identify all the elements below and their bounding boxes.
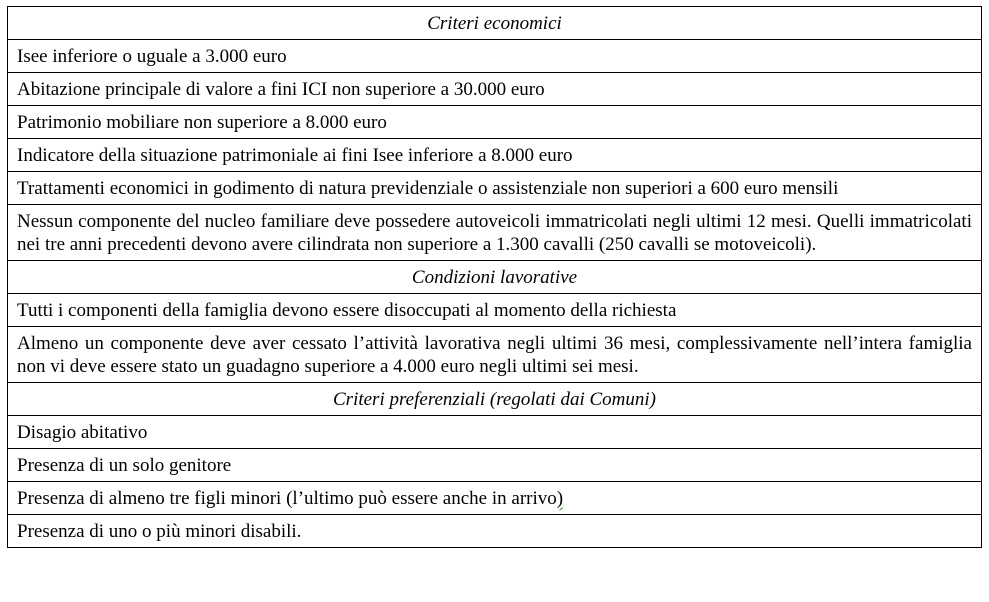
table-row	[8, 139, 982, 172]
table-row	[8, 416, 982, 449]
section-heading-preferential: Criteri preferenziali (regolati dai Comuni)	[8, 383, 982, 416]
table-row	[8, 40, 982, 73]
table-row	[8, 294, 982, 327]
criterion-tre-figli-text: Presenza di almeno tre figli minori (l’ultimo può essere anche in arrivo	[17, 488, 557, 509]
table-row	[8, 515, 982, 548]
criterion-minori-disabili: Presenza di uno o più minori disabili.	[8, 515, 982, 548]
criterion-solo-genitore: Presenza di un solo genitore	[8, 449, 982, 482]
section-heading-work: Condizioni lavorative	[8, 261, 982, 294]
table-row	[8, 73, 982, 106]
criterion-tre-figli	[8, 482, 982, 515]
criterion-disagio-abitativo: Disagio abitativo	[8, 416, 982, 449]
section-heading-economic: Criteri economici	[8, 7, 982, 40]
criterion-autoveicoli: Nessun componente del nucleo familiare deve possedere autoveicoli immatricolati negli ultimi 12 mesi. Quelli immatricolati nei tre anni precedenti devono avere cilindrata non superiore a 1.300 cavalli (250 cavalli se motoveicoli).	[8, 205, 982, 261]
criterion-isee: Isee inferiore o uguale a 3.000 euro	[8, 40, 982, 73]
criterion-trattamenti-economici: Trattamenti economici in godimento di natura previdenziale o assistenziale non superiori a 600 euro mensili	[8, 172, 982, 205]
criterion-cessata-attivita: Almeno un componente deve aver cessato l’attività lavorativa negli ultimi 36 mesi, complessivamente nell’intera famiglia non vi deve essere stato un guadagno superiore a 4.000 euro negli ultimi sei mesi.	[8, 327, 982, 383]
table-row	[8, 482, 982, 515]
section-heading-row	[8, 7, 982, 40]
criterion-abitazione: Abitazione principale di valore a fini ICI non superiore a 30.000 euro	[8, 73, 982, 106]
table-row	[8, 449, 982, 482]
criterion-indicatore-patrimoniale: Indicatore della situazione patrimoniale ai fini Isee inferiore a 8.000 euro	[8, 139, 982, 172]
section-heading-row	[8, 261, 982, 294]
table-row	[8, 327, 982, 383]
criterion-patrimonio-mobiliare: Patrimonio mobiliare non superiore a 8.000 euro	[8, 106, 982, 139]
criteria-table	[7, 6, 982, 548]
criterion-disoccupati: Tutti i componenti della famiglia devono essere disoccupati al momento della richiesta	[8, 294, 982, 327]
section-heading-row	[8, 383, 982, 416]
table-row	[8, 172, 982, 205]
table-row	[8, 205, 982, 261]
table-row	[8, 106, 982, 139]
spellcheck-marked-paren: )	[556, 488, 564, 509]
